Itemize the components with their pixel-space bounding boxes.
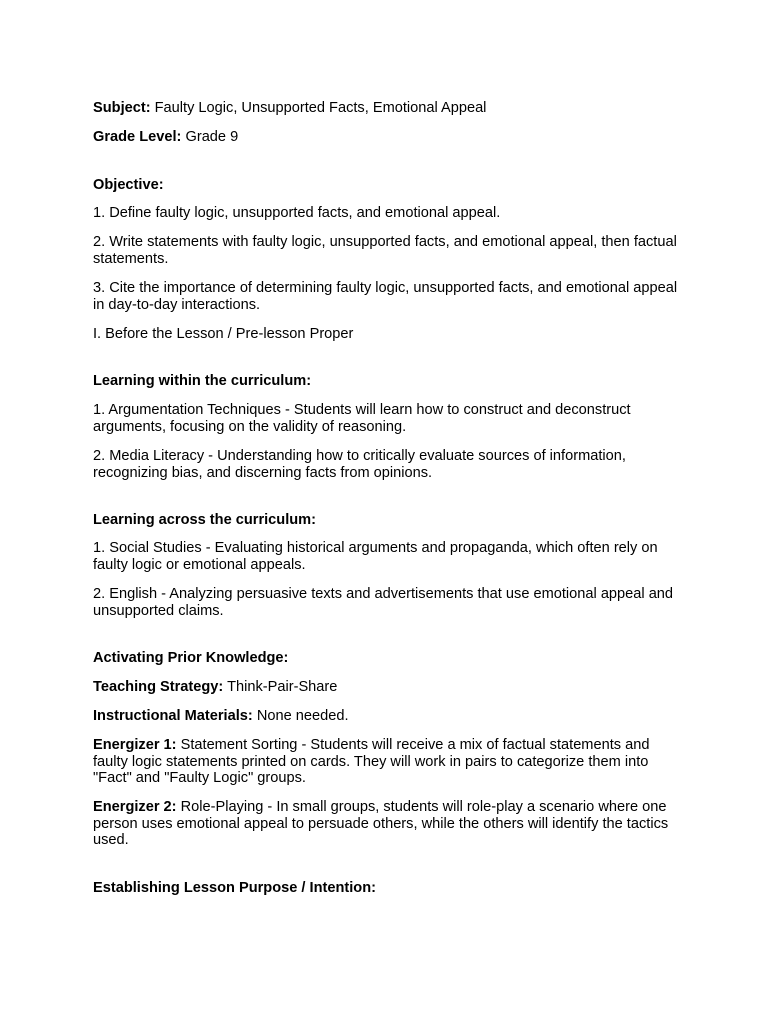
section-before-lesson: I. Before the Lesson / Pre-lesson Proper	[93, 326, 354, 342]
energizer-1-label: Energizer 1:	[93, 737, 177, 753]
within-curriculum-heading: Learning within the curriculum:	[93, 373, 312, 389]
objective-item-1: 1. Define faulty logic, unsupported facts, and emotional appeal.	[93, 205, 501, 221]
teaching-strategy-value: Think-Pair-Share	[227, 679, 338, 695]
instructional-materials-value: None needed.	[256, 708, 349, 724]
energizer-2-paragraph	[93, 799, 683, 849]
energizer-1-text: Statement Sorting - Students will receive a mix of factual statements and faulty logic statements printed on cards. They will work in pairs to categorize them into "Fact" and "Faulty Logic" groups.	[93, 737, 650, 787]
across-item-1: 1. Social Studies - Evaluating historical arguments and propaganda, which often rely on faulty logic or emotional appeals.	[93, 540, 658, 573]
prior-knowledge-heading: Activating Prior Knowledge:	[93, 650, 289, 666]
within-item-1: 1. Argumentation Techniques - Students will learn how to construct and deconstruct arguments, focusing on the validity of reasoning.	[93, 402, 631, 435]
within-item-2: 2. Media Literacy - Understanding how to critically evaluate sources of information, recognizing bias, and discerning facts from opinions.	[93, 448, 626, 481]
teaching-strategy-line	[93, 679, 683, 696]
grade-level-label: Grade Level:	[93, 129, 182, 145]
grade-level-line	[93, 129, 683, 146]
across-item-2: 2. English - Analyzing persuasive texts and advertisements that use emotional appeal and unsupported claims.	[93, 586, 674, 619]
instructional-materials-line	[93, 708, 683, 725]
energizer-1-paragraph	[93, 737, 683, 787]
objective-item-3: 3. Cite the importance of determining faulty logic, unsupported facts, and emotional appeal in day-to-day interactions.	[93, 280, 678, 313]
across-curriculum-heading: Learning across the curriculum:	[93, 512, 317, 528]
objective-item-2: 2. Write statements with faulty logic, unsupported facts, and emotional appeal, then factual statements.	[93, 234, 677, 267]
lesson-purpose-heading: Establishing Lesson Purpose / Intention:	[93, 880, 376, 896]
energizer-2-label: Energizer 2:	[93, 799, 177, 815]
objective-heading: Objective:	[93, 177, 164, 193]
teaching-strategy-label: Teaching Strategy:	[93, 679, 224, 695]
instructional-materials-label: Instructional Materials:	[93, 708, 253, 724]
grade-level-value: Grade 9	[185, 129, 239, 145]
energizer-2-text: Role-Playing - In small groups, students will role-play a scenario where one person uses emotional appeal to persuade others, while the others will identify the tactics used.	[93, 799, 669, 849]
subject-label: Subject:	[93, 100, 151, 116]
subject-value: Faulty Logic, Unsupported Facts, Emotional Appeal	[154, 100, 487, 116]
subject-line	[93, 100, 683, 117]
